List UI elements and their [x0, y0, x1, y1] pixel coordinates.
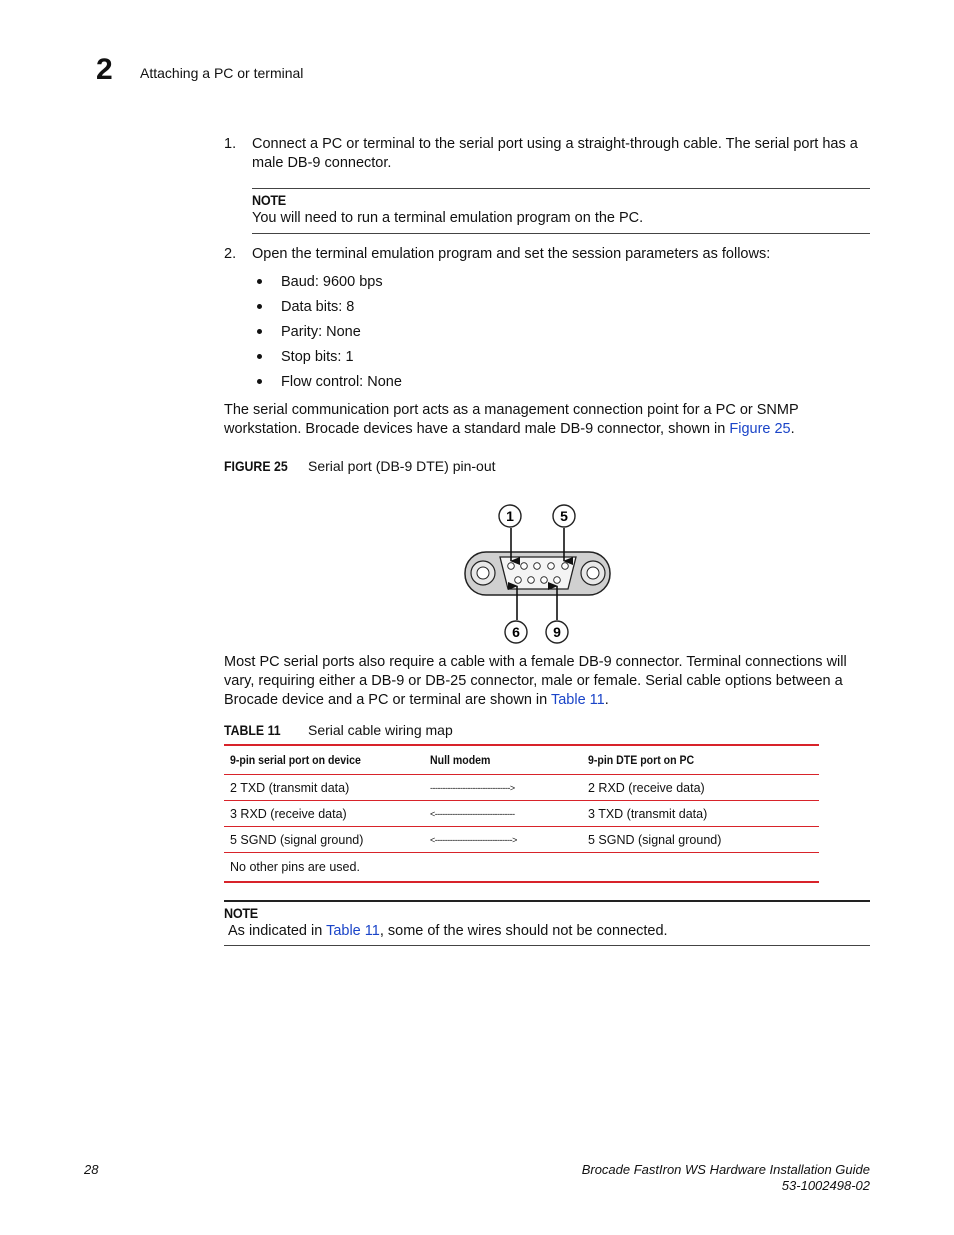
guide-title: Brocade FastIron WS Hardware Installation Guide [581, 1162, 870, 1177]
document-number: 53-1002498-02 [781, 1178, 870, 1193]
list-item [224, 319, 724, 344]
table-footnote-row [224, 853, 819, 883]
paragraph-text: . [604, 692, 609, 708]
note-text: As indicated in Table 11, some of the wires should not be connected. [228, 923, 668, 939]
table-label: TABLE 11 [224, 722, 281, 738]
list-item [224, 344, 724, 369]
pin-label-6 [505, 621, 527, 643]
list-item [224, 294, 724, 319]
table-row [224, 801, 819, 827]
bullet-icon [257, 304, 262, 309]
bullet-icon [257, 279, 262, 284]
step-text: Connect a PC or terminal to the serial port using a straight-through cable. The serial port has a male DB-9 connector. [252, 136, 858, 171]
figure-caption [224, 458, 624, 476]
figure-link[interactable]: Figure 25 [729, 421, 791, 437]
table-cell: 2 TXD (transmit data) [224, 775, 424, 801]
table-link[interactable]: Table 11 [326, 923, 380, 939]
table-cell: 2 RXD (receive data) [582, 775, 819, 801]
pin-label-5 [553, 505, 575, 527]
table-title: Serial cable wiring map [308, 722, 453, 738]
bullet-icon [257, 329, 262, 334]
list-item-text: Data bits: 8 [281, 298, 355, 315]
table-row [224, 827, 819, 853]
pin-label-9 [546, 621, 568, 643]
svg-text:5: 5 [560, 508, 568, 524]
table-row [224, 775, 819, 801]
page-number: 28 [84, 1162, 99, 1177]
column-header: Null modem [424, 745, 582, 775]
note-box [224, 900, 870, 946]
bullet-icon [257, 379, 262, 384]
table-cell: <-------------------------------> [424, 827, 582, 853]
step-number: 1. [224, 136, 237, 152]
list-item-text: Parity: None [281, 323, 361, 340]
session-parameter-list [224, 269, 724, 394]
note-label: NOTE [224, 905, 258, 921]
table-cell: 3 RXD (receive data) [224, 801, 424, 827]
db9-connector-diagram [460, 500, 620, 646]
bullet-icon [257, 354, 262, 359]
step-text: Open the terminal emulation program and set the session parameters as follows: [252, 246, 771, 262]
paragraph-text: . [790, 421, 795, 437]
figure-label: FIGURE 25 [224, 458, 288, 474]
list-item-text: Stop bits: 1 [281, 348, 354, 365]
column-header: 9-pin DTE port on PC [582, 745, 819, 775]
svg-text:1: 1 [506, 508, 514, 524]
table-cell: --------------------------------> [424, 775, 582, 801]
list-item [224, 369, 724, 394]
table-footnote: No other pins are used. [224, 853, 819, 883]
step-number: 2. [224, 246, 237, 262]
table-cell: 5 SGND (signal ground) [582, 827, 819, 853]
paragraph [224, 653, 869, 710]
paragraph-text: Most PC serial ports also require a cable with a female DB-9 connector. Terminal connections will vary, requiring either a DB-9 or DB-25 connector, male or female. Serial cable options between a Brocade device and a PC or terminal are shown in [224, 654, 847, 708]
list-item [224, 269, 724, 294]
table-link[interactable]: Table 11 [550, 692, 605, 708]
column-header: 9-pin serial port on device [224, 745, 424, 775]
connector-body [465, 552, 610, 595]
svg-text:6: 6 [512, 624, 520, 640]
step-2 [224, 245, 874, 264]
table-caption [224, 722, 624, 740]
note-box [252, 188, 870, 234]
table-cell: 5 SGND (signal ground) [224, 827, 424, 853]
serial-cable-wiring-table [224, 744, 819, 883]
chapter-number: 2 [96, 53, 113, 86]
list-item-text: Flow control: None [281, 373, 402, 390]
paragraph-text: The serial communication port acts as a management connection point for a PC or SNMP workstation. Brocade devices have a standard male DB-9 connector, shown in [224, 402, 799, 437]
chapter-title: Attaching a PC or terminal [140, 65, 304, 81]
pin-label-1 [499, 505, 521, 527]
table-header-row [224, 745, 819, 775]
step-1 [224, 135, 874, 173]
table-cell: <-------------------------------- [424, 801, 582, 827]
figure-title: Serial port (DB-9 DTE) pin-out [308, 458, 496, 474]
note-text: You will need to run a terminal emulation program on the PC. [252, 210, 644, 226]
svg-text:9: 9 [553, 624, 561, 640]
note-label: NOTE [252, 192, 286, 208]
paragraph [224, 401, 864, 439]
table-cell: 3 TXD (transmit data) [582, 801, 819, 827]
list-item-text: Baud: 9600 bps [281, 273, 383, 290]
